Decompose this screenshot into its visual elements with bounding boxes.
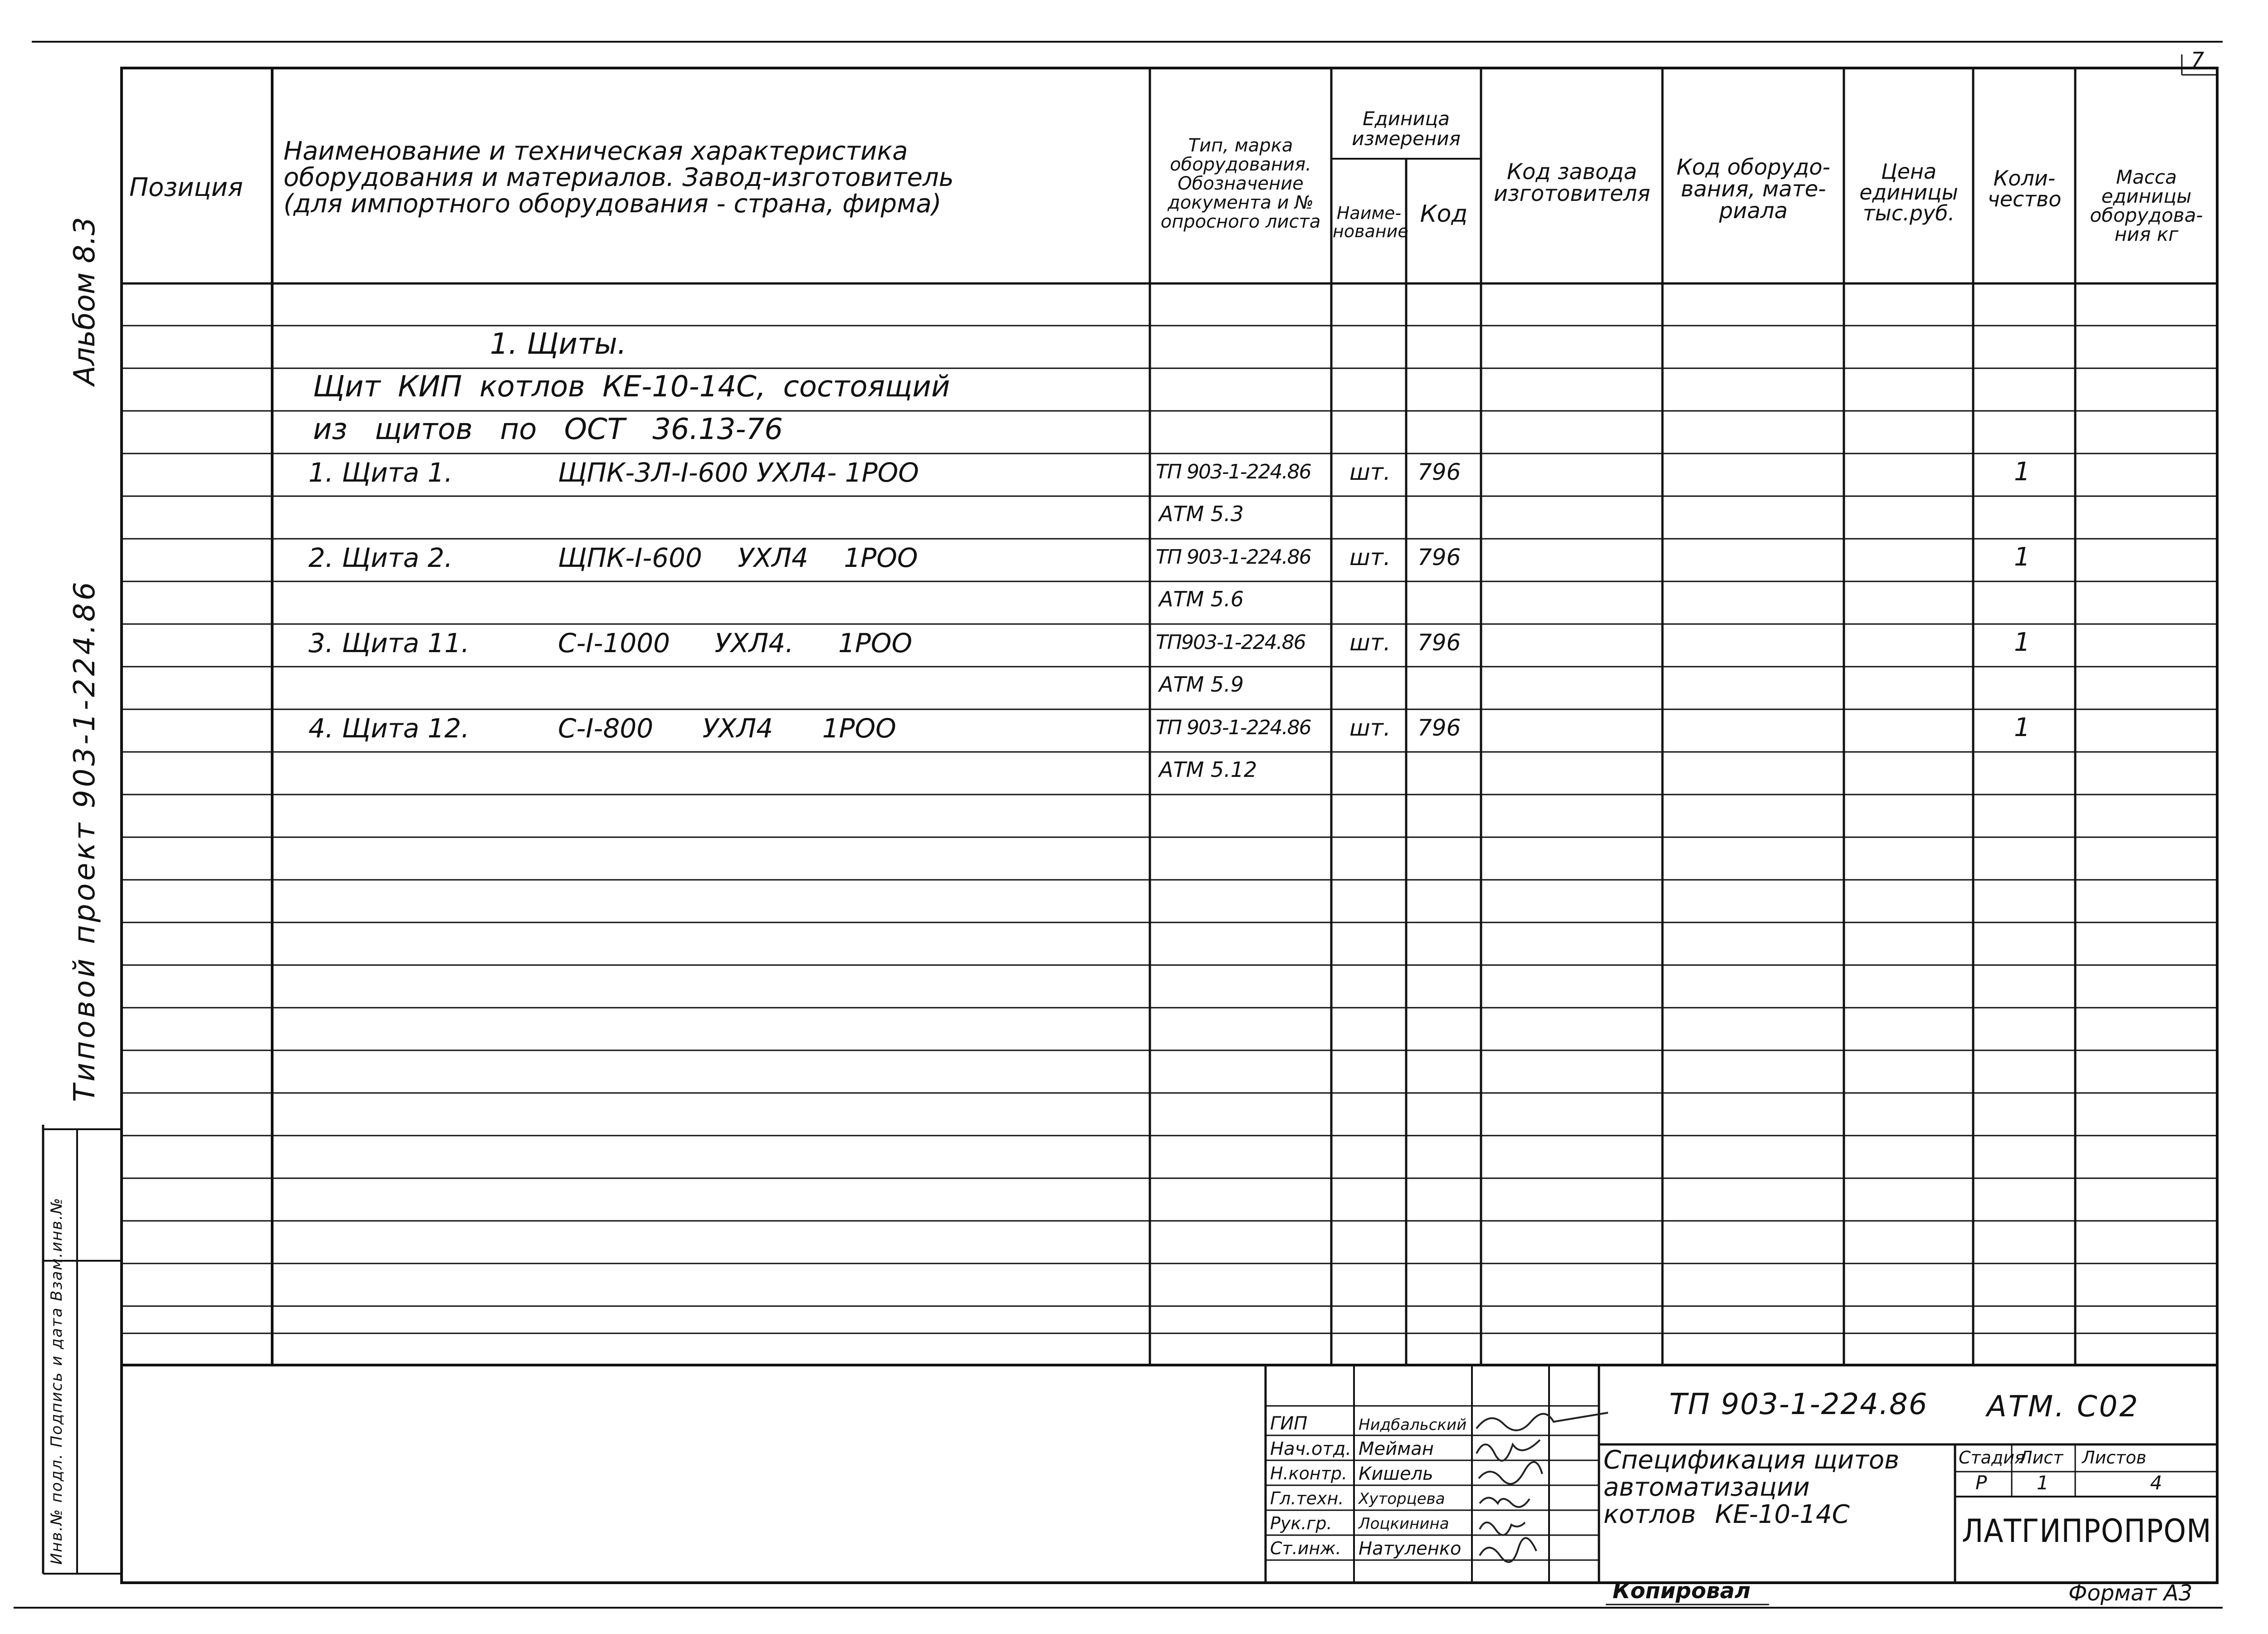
header-unit-group-line: Единица [1363, 107, 1450, 130]
side-label-album: Альбом 8.3 [68, 217, 102, 385]
header-unit-code: Код [1420, 200, 1468, 228]
header-type-line: опросного листа [1160, 211, 1321, 232]
header-mass-line: единицы [2101, 185, 2192, 207]
role-label: Гл.техн. [1270, 1488, 1344, 1508]
role-label: Нач.отд. [1270, 1439, 1352, 1459]
item-code: 796 [1418, 629, 1461, 656]
item-model: ЩПК-I-600 УХЛ4 1РОО [558, 542, 918, 573]
title-line: автоматизации [1603, 1473, 1810, 1502]
item-unit: шт. [1349, 629, 1391, 656]
header-price-line: тыс.руб. [1862, 201, 1955, 225]
side-label-inventory: Инв.№ подл. Подпись и дата Взам.инв.№ [48, 1197, 66, 1565]
role-label: Ст.инж. [1270, 1538, 1341, 1558]
header-mass-line: ния кг [2114, 223, 2179, 245]
header-maker-code-line: изготовителя [1493, 181, 1651, 206]
header-qty-line: Коли- [1993, 166, 2056, 190]
header-type-line: оборудования. [1170, 154, 1311, 175]
item-name: 2. Щита 2. [308, 542, 453, 573]
copied-by-label: Копировал [1613, 1578, 1751, 1604]
header-mass-line: оборудова- [2090, 204, 2203, 226]
item-doc: ТП 903-1-224.86 [1156, 460, 1311, 483]
item-unit: шт. [1349, 544, 1391, 571]
title-doc-code: ТП 903-1-224.86 [1669, 1388, 1928, 1421]
role-label: ГИП [1270, 1413, 1308, 1434]
role-name: Натуленко [1359, 1538, 1461, 1559]
header-equip-code-line: риала [1719, 198, 1788, 224]
role-name: Кишель [1359, 1463, 1433, 1484]
item-model: С-I-800 УХЛ4 1РОО [558, 713, 896, 744]
sheets-label: Листов [2082, 1448, 2146, 1468]
sheets-value: 4 [2150, 1472, 2162, 1494]
header-type-line: документа и № [1168, 192, 1314, 213]
role-name: Хуторцева [1359, 1490, 1445, 1508]
header-position: Позиция [129, 173, 243, 202]
item-unit: шт. [1349, 715, 1391, 741]
organization-name: ЛАТГИПРОПРОМ [1962, 1512, 2212, 1550]
item-code: 796 [1418, 544, 1461, 571]
item-doc2: АТМ 5.12 [1159, 757, 1257, 782]
title-sheet-code: АТМ. С02 [1987, 1390, 2140, 1424]
item-doc2: АТМ 5.9 [1159, 672, 1244, 697]
intro-line-1: Щит КИП котлов КЕ-10-14С, состоящий [313, 370, 950, 404]
header-price-line: единицы [1859, 180, 1958, 205]
header-unit-name-line: нование [1333, 221, 1408, 241]
role-name: Лоцкинина [1359, 1515, 1449, 1533]
sheet-value: 1 [2037, 1472, 2049, 1494]
intro-line-2: из щитов по ОСТ 36.13-76 [313, 413, 783, 446]
header-name-line: Наименование и техническая характеристика [284, 137, 908, 166]
page-number: 7 [2191, 48, 2204, 72]
title-line: котлов КЕ-10-14С [1603, 1500, 1850, 1529]
item-model: ЩПК-3Л-I-600 УХЛ4- 1РОО [558, 457, 919, 488]
item-code: 796 [1418, 715, 1461, 741]
header-price-line: Цена [1881, 159, 1937, 184]
item-name: 1. Щита 1. [308, 457, 453, 488]
item-doc: ТП 903-1-224.86 [1156, 716, 1311, 739]
item-qty: 1 [2014, 457, 2030, 487]
item-doc2: АТМ 5.3 [1159, 502, 1244, 526]
item-qty: 1 [2014, 542, 2030, 572]
header-maker-code-line: Код завода [1506, 159, 1637, 185]
header-equip-code-line: Код оборудо- [1677, 155, 1830, 180]
item-model: С-I-1000 УХЛ4. 1РОО [558, 628, 913, 658]
role-name: Мейман [1359, 1439, 1434, 1459]
item-name: 4. Щита 12. [308, 713, 469, 744]
sheet-label: Лист [2019, 1448, 2063, 1468]
item-unit: шт. [1349, 459, 1391, 485]
item-qty: 1 [2014, 713, 2030, 742]
header-type-line: Тип, марка [1188, 135, 1293, 156]
role-label: Рук.гр. [1270, 1513, 1332, 1533]
section-title: 1. Щиты. [490, 327, 627, 361]
header-name-line: оборудования и материалов. Завод-изготовитель [284, 163, 954, 192]
item-code: 796 [1418, 459, 1461, 485]
format-label: Формат А3 [2068, 1580, 2193, 1606]
stage-label: Стадия [1959, 1448, 2025, 1468]
side-label-project: Типовой проект 903-1-224.86 [68, 579, 102, 1102]
stage-value: Р [1975, 1472, 1987, 1494]
header-qty-line: чество [1987, 187, 2062, 211]
header-unit-name-line: Наиме- [1336, 203, 1402, 223]
item-qty: 1 [2014, 628, 2030, 657]
title-line: Спецификация щитов [1603, 1445, 1900, 1475]
header-mass-line: Масса [2116, 166, 2177, 188]
header-equip-code-line: вания, мате- [1681, 176, 1826, 202]
role-name: Нидбальский [1359, 1416, 1467, 1434]
item-doc: ТП903-1-224.86 [1156, 631, 1305, 654]
header-name-line: (для импортного оборудования - страна, фирма) [284, 189, 942, 219]
role-label: Н.контр. [1270, 1463, 1348, 1483]
item-doc2: АТМ 5.6 [1159, 587, 1244, 611]
item-name: 3. Щита 11. [308, 628, 469, 658]
header-type-line: Обозначение [1178, 173, 1304, 194]
header-unit-group-line: измерения [1352, 127, 1461, 150]
item-doc: ТП 903-1-224.86 [1156, 546, 1311, 569]
